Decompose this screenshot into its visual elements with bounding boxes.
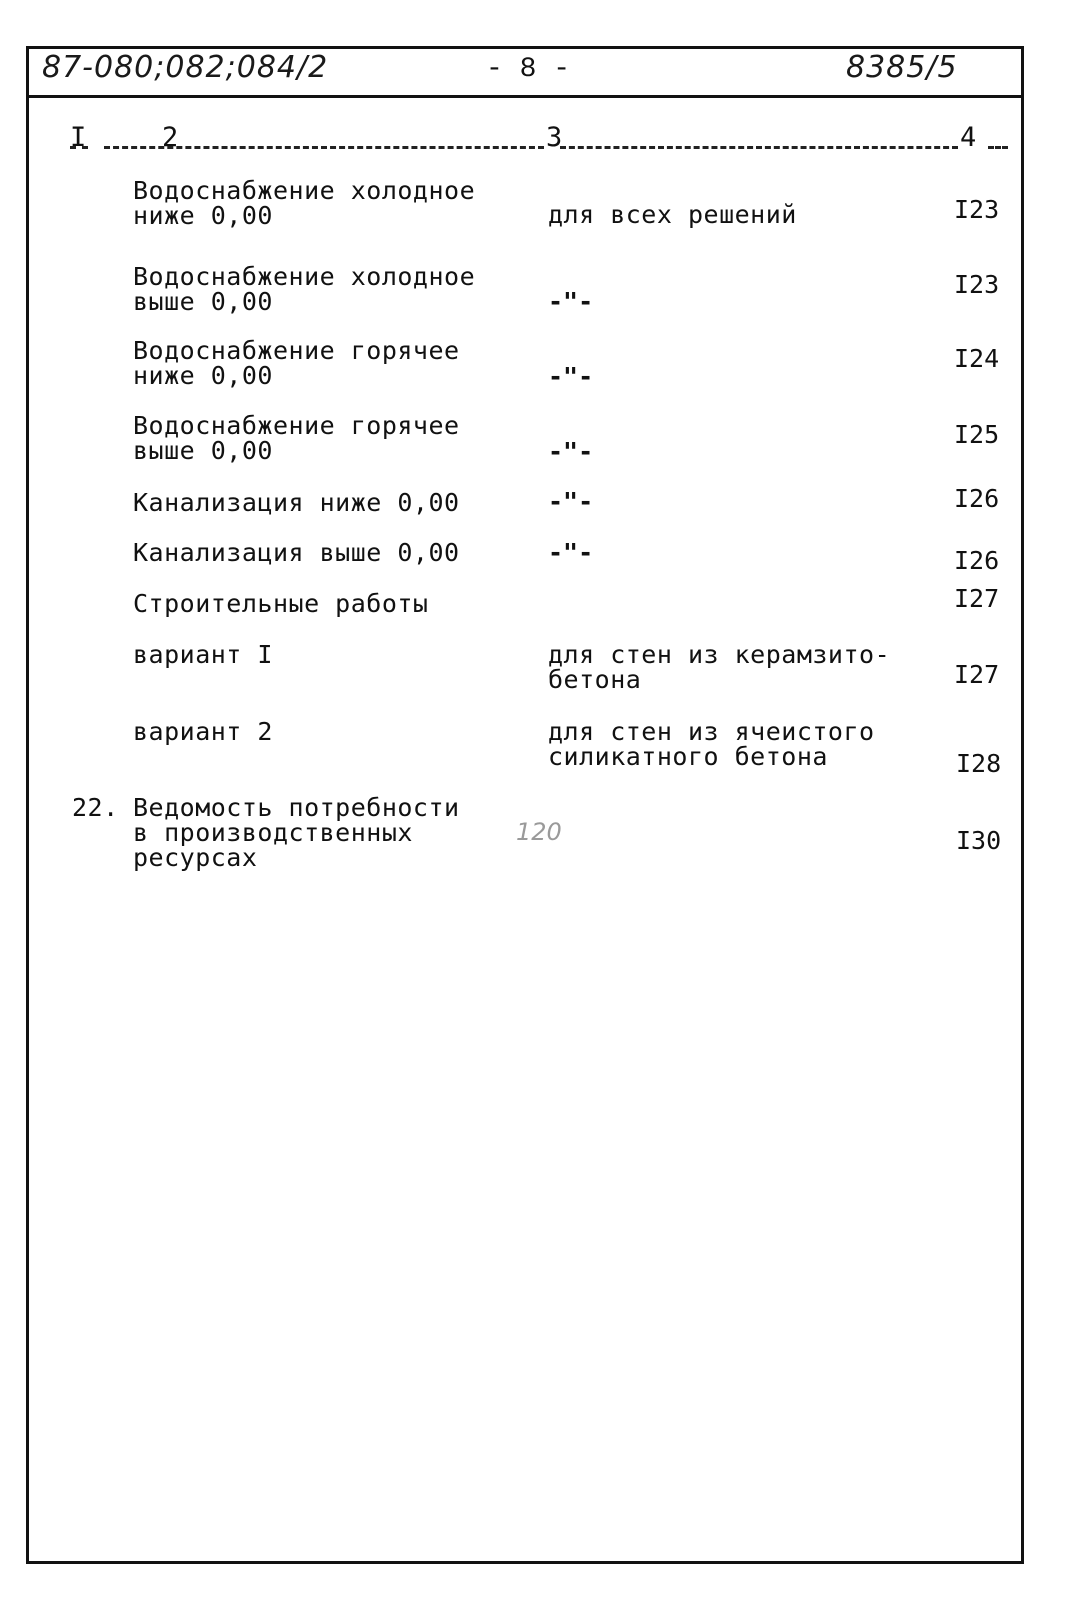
entry-title: вариант 2 xyxy=(133,717,273,746)
entry-title: Ведомость потребности xyxy=(133,793,460,822)
page-marker: - 8 - xyxy=(486,54,571,85)
entry-title-cont: в производственных xyxy=(133,818,413,847)
header-rule xyxy=(26,95,1024,98)
ditto-mark: -"- xyxy=(548,538,594,567)
entry-page: I24 xyxy=(954,344,1000,373)
entry-title: Водоснабжение горячее xyxy=(133,411,460,440)
entry-applicability: для стен из керамзито- xyxy=(548,640,891,669)
column-rule xyxy=(70,146,88,149)
ditto-mark: -"- xyxy=(548,362,594,391)
handwritten-note: 120 xyxy=(516,818,562,846)
entry-page: I27 xyxy=(954,660,1000,689)
entry-title-cont: ниже 0,00 xyxy=(133,201,273,230)
entry-page: I26 xyxy=(954,546,1000,575)
entry-title: Водоснабжение холодное xyxy=(133,262,476,291)
entry-title-cont: выше 0,00 xyxy=(133,436,273,465)
column-rule xyxy=(988,146,1008,149)
entry-title: Водоснабжение холодное xyxy=(133,176,476,205)
entry-applicability-cont: силикатного бетона xyxy=(548,742,828,771)
entry-applicability: для стен из ячеистого xyxy=(548,717,875,746)
ditto-mark: -"- xyxy=(548,487,594,516)
column-header-4: 4 xyxy=(960,122,977,153)
entry-title: вариант I xyxy=(133,640,273,669)
entry-title-cont: ниже 0,00 xyxy=(133,361,273,390)
entry-applicability-cont: бетона xyxy=(548,665,642,694)
column-rule xyxy=(560,146,958,149)
entry-applicability: для всех решений xyxy=(548,200,797,229)
column-header-2: 2 xyxy=(162,122,179,153)
column-header-1: I xyxy=(70,122,87,153)
entry-page: I23 xyxy=(954,195,1000,224)
entry-title: Канализация ниже 0,00 xyxy=(133,488,460,517)
entry-page: I25 xyxy=(954,420,1000,449)
entry-page: I28 xyxy=(956,749,1002,778)
inventory-number: 8385/5 xyxy=(846,50,958,85)
ditto-mark: -"- xyxy=(548,437,594,466)
entry-page: I26 xyxy=(954,484,1000,513)
entry-title: Канализация выше 0,00 xyxy=(133,538,460,567)
entry-title: Водоснабжение горячее xyxy=(133,336,460,365)
entry-title-cont: выше 0,00 xyxy=(133,287,273,316)
entry-title-cont: ресурсах xyxy=(133,843,258,872)
entry-page: I27 xyxy=(954,584,1000,613)
column-header-3: 3 xyxy=(546,122,563,153)
entry-title: Строительные работы xyxy=(133,589,429,618)
item-number: 22. xyxy=(72,793,119,822)
entry-page: I30 xyxy=(956,826,1002,855)
document-codes: 87-080;082;084/2 xyxy=(42,50,329,85)
entry-page: I23 xyxy=(954,270,1000,299)
column-rule xyxy=(104,146,544,149)
ditto-mark: -"- xyxy=(548,287,594,316)
